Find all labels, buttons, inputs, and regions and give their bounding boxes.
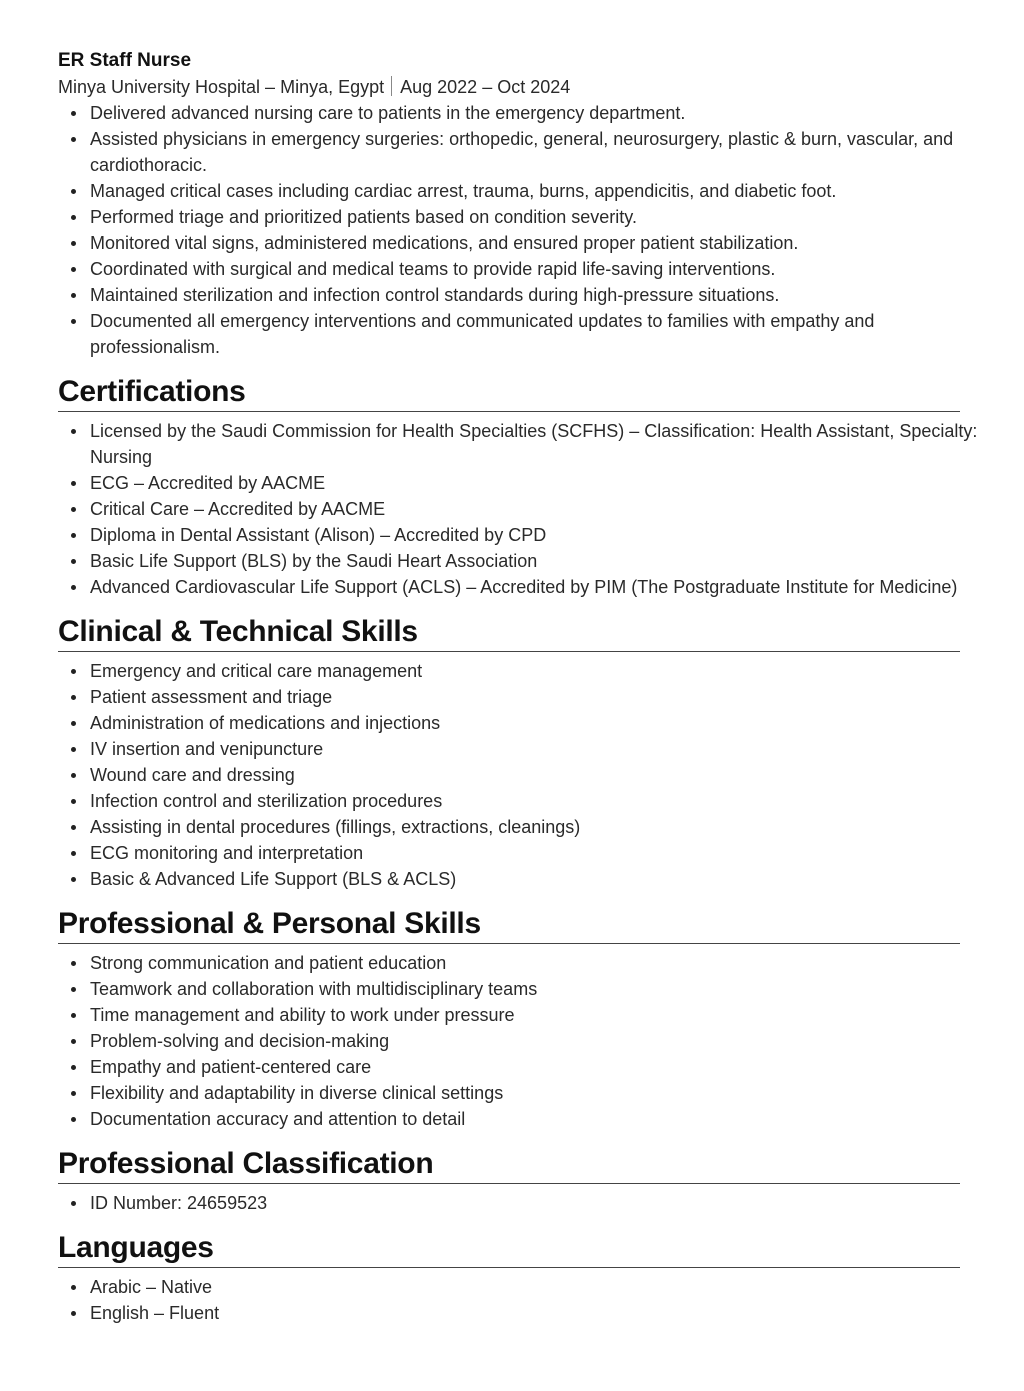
- list-item: Patient assessment and triage: [58, 684, 988, 710]
- list-item: Wound care and dressing: [58, 762, 988, 788]
- list-item: English – Fluent: [58, 1300, 988, 1326]
- classification-section: [58, 1146, 988, 1216]
- list-item: Teamwork and collaboration with multidisciplinary teams: [58, 976, 988, 1002]
- section-title-personal-skills: Professional & Personal Skills: [58, 907, 481, 940]
- list-item: Critical Care – Accredited by AACME: [58, 496, 988, 522]
- section-divider: [58, 1183, 960, 1184]
- list-item: Problem-solving and decision-making: [58, 1028, 988, 1054]
- experience-bullets: [58, 100, 988, 360]
- languages-section: [58, 1230, 988, 1326]
- job-meta: [58, 74, 988, 100]
- list-item: Assisted physicians in emergency surgeries: orthopedic, general, neurosurgery, plastic & burn, vascular, and cardiothoracic.: [58, 126, 988, 178]
- list-item: Empathy and patient-centered care: [58, 1054, 988, 1080]
- list-item: ECG monitoring and interpretation: [58, 840, 988, 866]
- list-item: Strong communication and patient education: [58, 950, 988, 976]
- list-item: Basic & Advanced Life Support (BLS & ACLS): [58, 866, 988, 892]
- section-divider: [58, 651, 960, 652]
- list-item: Diploma in Dental Assistant (Alison) – Accredited by CPD: [58, 522, 988, 548]
- certifications-section: [58, 374, 988, 600]
- list-item: Documented all emergency interventions and communicated updates to families with empathy and professionalism.: [58, 308, 988, 360]
- classification-list: [58, 1190, 988, 1216]
- section-title-classification: Professional Classification: [58, 1147, 434, 1180]
- list-item: Arabic – Native: [58, 1274, 988, 1300]
- personal-skills-list: [58, 950, 988, 1132]
- section-title-languages: Languages: [58, 1231, 214, 1264]
- section-title-clinical-skills: Clinical & Technical Skills: [58, 615, 418, 648]
- meta-divider: [391, 76, 392, 96]
- list-item: Emergency and critical care management: [58, 658, 988, 684]
- list-item: Assisting in dental procedures (fillings, extractions, cleanings): [58, 814, 988, 840]
- job-dates: Aug 2022 – Oct 2024: [400, 77, 571, 97]
- list-item: Performed triage and prioritized patients based on condition severity.: [58, 204, 988, 230]
- section-divider: [58, 411, 960, 412]
- list-item: Advanced Cardiovascular Life Support (ACLS) – Accredited by PIM (The Postgraduate Institute for Medicine): [58, 574, 988, 600]
- list-item: Time management and ability to work under pressure: [58, 1002, 988, 1028]
- list-item: Administration of medications and injections: [58, 710, 988, 736]
- list-item: Maintained sterilization and infection control standards during high-pressure situations.: [58, 282, 988, 308]
- clinical-skills-section: [58, 614, 988, 892]
- section-divider: [58, 1267, 960, 1268]
- job-title: ER Staff Nurse: [58, 50, 192, 71]
- list-item: ID Number: 24659523: [58, 1190, 988, 1216]
- languages-list: [58, 1274, 988, 1326]
- list-item: Coordinated with surgical and medical teams to provide rapid life-saving interventions.: [58, 256, 988, 282]
- list-item: Delivered advanced nursing care to patients in the emergency department.: [58, 100, 988, 126]
- list-item: IV insertion and venipuncture: [58, 736, 988, 762]
- list-item: ECG – Accredited by AACME: [58, 470, 988, 496]
- list-item: Basic Life Support (BLS) by the Saudi Heart Association: [58, 548, 988, 574]
- list-item: Managed critical cases including cardiac arrest, trauma, burns, appendicitis, and diabetic foot.: [58, 178, 988, 204]
- list-item: Infection control and sterilization procedures: [58, 788, 988, 814]
- list-item: Licensed by the Saudi Commission for Health Specialties (SCFHS) – Classification: Health Assistant, Specialty: Nursing: [58, 418, 988, 470]
- list-item: Monitored vital signs, administered medications, and ensured proper patient stabilization.: [58, 230, 988, 256]
- clinical-skills-list: [58, 658, 988, 892]
- job-employer: Minya University Hospital – Minya, Egypt: [58, 77, 385, 97]
- experience-entry: [58, 48, 988, 360]
- list-item: Documentation accuracy and attention to detail: [58, 1106, 988, 1132]
- personal-skills-section: [58, 906, 988, 1132]
- list-item: Flexibility and adaptability in diverse clinical settings: [58, 1080, 988, 1106]
- section-divider: [58, 943, 960, 944]
- section-title-certifications: Certifications: [58, 375, 246, 408]
- certifications-list: [58, 418, 988, 600]
- resume-page: [58, 48, 988, 1326]
